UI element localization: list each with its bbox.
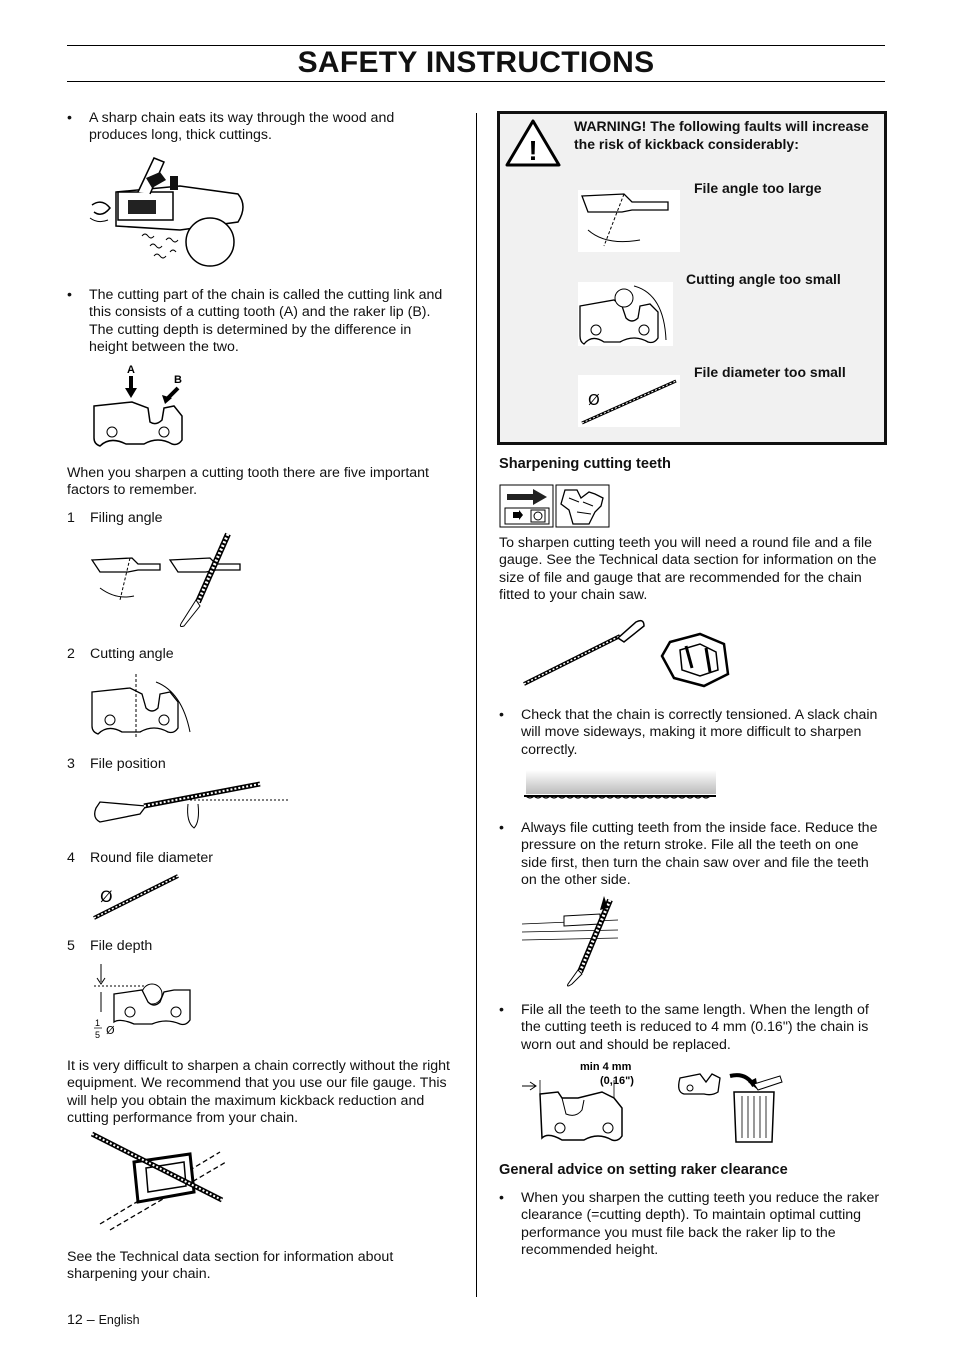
file-diameter-too-small-illustration (578, 375, 680, 427)
page-title: SAFETY INSTRUCTIONS (297, 46, 655, 79)
see-technical-data: See the Technical data section for information about sharpening your chain. (67, 1249, 394, 1283)
file-gauge-on-chain-illustration (90, 1132, 230, 1232)
chain-tension-illustration (522, 770, 718, 804)
column-divider (476, 113, 477, 1297)
chainsaw-cutting-illustration (88, 150, 253, 270)
page-footer (67, 1312, 140, 1328)
fault-file-angle-too-large: File angle too large (694, 180, 822, 196)
label-b: B (174, 374, 182, 386)
five-factors-intro: When you sharpen a cutting tooth there are five important factors to remember. (67, 465, 429, 499)
cutting-link-illustration (88, 360, 198, 455)
cutting-angle-illustration (90, 670, 200, 740)
svg-text:(0,16"): (0,16") (600, 1075, 634, 1087)
page-number: 12 – (67, 1312, 95, 1328)
header-rule-bottom (67, 81, 885, 82)
svg-text:Ø: Ø (100, 887, 113, 906)
warning-triangle-icon (504, 118, 562, 168)
heading-raker-clearance: General advice on setting raker clearance (499, 1162, 788, 1178)
label-a: A (127, 364, 135, 376)
cutting-angle-too-small-illustration (578, 282, 673, 346)
fault-file-diameter-too-small: File diameter too small (694, 364, 846, 380)
sharpening-paragraph: To sharpen cutting teeth you will need a round file and a file gauge. See the Technical data section for information on the size of file and gauge that are recommended for the chain fitted to your chain saw. (499, 535, 877, 604)
protective-equipment-icons (499, 484, 611, 528)
fault-cutting-angle-too-small: Cutting angle too small (686, 271, 841, 287)
round-file-and-gauge-illustration (520, 612, 735, 694)
file-position-illustration (90, 778, 295, 833)
file-angle-too-large-illustration (578, 190, 680, 252)
equipment-paragraph: It is very difficult to sharpen a chain correctly without the right equipment. We recommend that you use our file gauge. This will help you obtain the maximum kickback reduction and cutting performance from your chain. (67, 1058, 450, 1127)
svg-text:1: 1 (95, 1018, 101, 1028)
svg-text:!: ! (528, 135, 538, 166)
file-depth-illustration (90, 962, 200, 1044)
filing-angle-illustration (90, 530, 250, 630)
inside-face-filing-illustration (520, 894, 620, 986)
svg-text:min 4 mm: min 4 mm (580, 1061, 632, 1073)
svg-text:Ø: Ø (588, 391, 600, 409)
svg-text:Ø: Ø (106, 1024, 115, 1037)
heading-sharpening-cutting-teeth: Sharpening cutting teeth (499, 456, 671, 472)
svg-text:5: 5 (95, 1030, 101, 1040)
warning-heading: WARNING! The following faults will increase the risk of kickback considerably: (574, 118, 869, 152)
worn-tooth-illustration (518, 1058, 783, 1146)
round-file-diameter-illustration (90, 872, 190, 922)
footer-language: English (98, 1313, 140, 1327)
